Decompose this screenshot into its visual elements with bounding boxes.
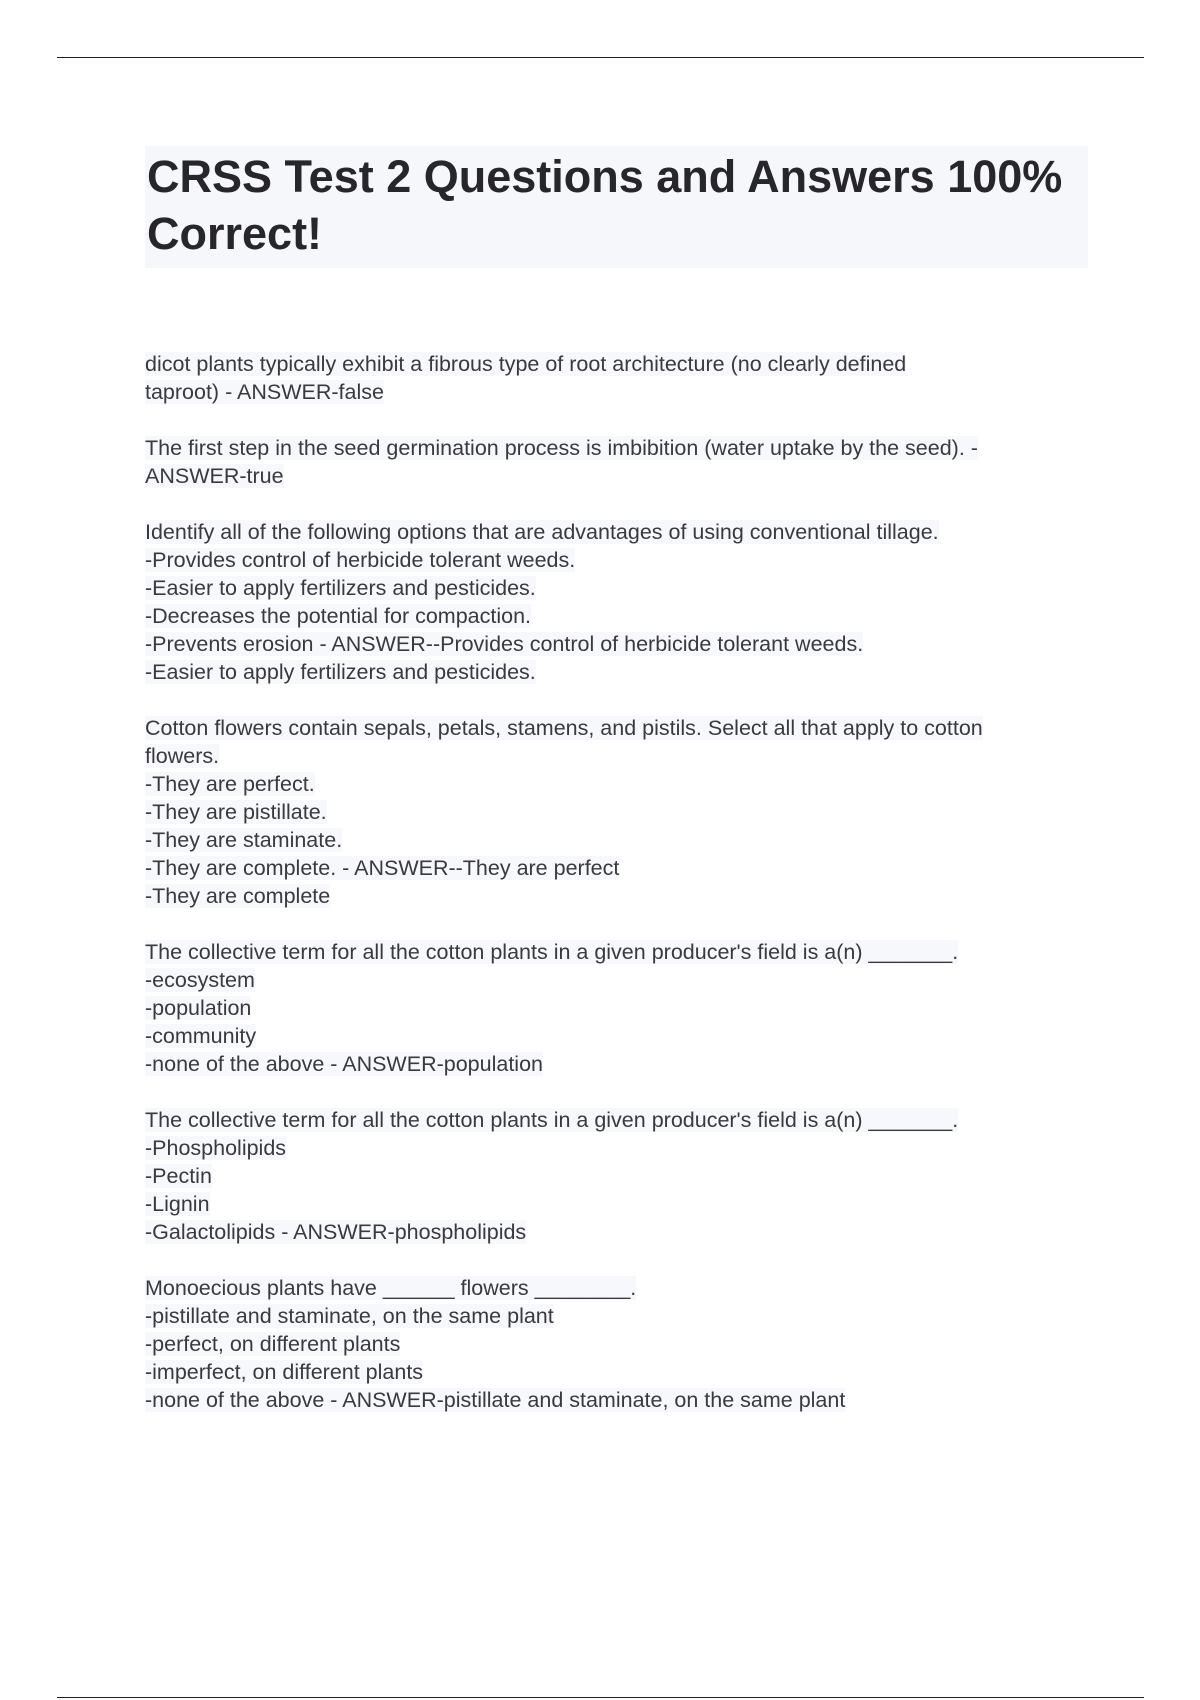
qa-line: [145, 1302, 1088, 1330]
qa-line-text: -They are staminate.: [145, 828, 343, 852]
qa-line: [145, 994, 1088, 1022]
qa-line-text: taproot) - ANSWER-false: [145, 380, 384, 404]
qa-item: [145, 1106, 1088, 1246]
qa-line: [145, 1162, 1088, 1190]
qa-line-text: -Galactolipids - ANSWER-phospholipids: [145, 1220, 527, 1244]
qa-line-text: -none of the above - ANSWER-pistillate and staminate, on the same plant: [145, 1388, 846, 1412]
qa-line: [145, 1358, 1088, 1386]
qa-item: [145, 1274, 1088, 1414]
qa-line-text: ANSWER-true: [145, 464, 284, 488]
qa-line: [145, 434, 1088, 462]
qa-text: [145, 518, 1088, 686]
qa-item: [145, 434, 1088, 490]
qa-line: [145, 378, 1088, 406]
qa-line: [145, 630, 1088, 658]
qa-line: [145, 602, 1088, 630]
qa-line: [145, 574, 1088, 602]
qa-item: [145, 714, 1088, 910]
qa-item: [145, 938, 1088, 1078]
qa-line-text: flowers.: [145, 744, 220, 768]
document-title: CRSS Test 2 Questions and Answers 100% Correct!: [147, 151, 1063, 259]
qa-line-text: The first step in the seed germination process is imbibition (water uptake by the seed). -: [145, 436, 978, 460]
qa-line-text: -They are pistillate.: [145, 800, 327, 824]
qa-line: [145, 854, 1088, 882]
qa-text: [145, 350, 1088, 406]
qa-line-text: -Prevents erosion - ANSWER--Provides control of herbicide tolerant weeds.: [145, 632, 864, 656]
qa-line-text: -Provides control of herbicide tolerant weeds.: [145, 548, 576, 572]
qa-line-text: dicot plants typically exhibit a fibrous type of root architecture (no clearly defined: [145, 352, 907, 376]
qa-item: [145, 350, 1088, 406]
qa-line: [145, 1190, 1088, 1218]
qa-line: [145, 1050, 1088, 1078]
top-divider: [57, 57, 1144, 58]
qa-line-text: Cotton flowers contain sepals, petals, stamens, and pistils. Select all that apply to cotton: [145, 716, 983, 740]
qa-line: [145, 546, 1088, 574]
qa-text: [145, 714, 1088, 910]
document-body: [145, 146, 1088, 1442]
qa-line: [145, 350, 1088, 378]
qa-line-text: -none of the above - ANSWER-population: [145, 1052, 543, 1076]
qa-line: [145, 1330, 1088, 1358]
qa-line-text: -Lignin: [145, 1192, 210, 1216]
qa-line-text: -ecosystem: [145, 968, 255, 992]
qa-text: [145, 1106, 1088, 1246]
qa-text: [145, 1274, 1088, 1414]
qa-line-text: -Decreases the potential for compaction.: [145, 604, 532, 628]
qa-line-text: -Easier to apply fertilizers and pesticides.: [145, 576, 536, 600]
qa-line: [145, 938, 1088, 966]
qa-text: [145, 434, 1088, 490]
qa-line: [145, 1106, 1088, 1134]
qa-line-text: Identify all of the following options that are advantages of using conventional tillage.: [145, 520, 939, 544]
qa-line-text: The collective term for all the cotton plants in a given producer's field is a(n) _______.: [145, 1108, 959, 1132]
bottom-divider: [57, 1697, 1144, 1698]
qa-line: [145, 1134, 1088, 1162]
qa-line-text: -Pectin: [145, 1164, 212, 1188]
qa-text: [145, 938, 1088, 1078]
qa-line-text: -Easier to apply fertilizers and pesticides.: [145, 660, 536, 684]
qa-line-text: The collective term for all the cotton plants in a given producer's field is a(n) _______.: [145, 940, 959, 964]
qa-line: [145, 462, 1088, 490]
qa-line-text: -community: [145, 1024, 257, 1048]
qa-line: [145, 798, 1088, 826]
qa-line-text: -perfect, on different plants: [145, 1332, 401, 1356]
qa-line: [145, 658, 1088, 686]
qa-line-text: -Phospholipids: [145, 1136, 287, 1160]
qa-line-text: -pistillate and staminate, on the same plant: [145, 1304, 554, 1328]
qa-line: [145, 966, 1088, 994]
qa-line: [145, 826, 1088, 854]
qa-item: [145, 518, 1088, 686]
title-block: [145, 146, 1088, 268]
qa-line-text: -They are perfect.: [145, 772, 315, 796]
qa-line: [145, 1274, 1088, 1302]
qa-line: [145, 742, 1088, 770]
qa-line-text: -population: [145, 996, 252, 1020]
qa-line-text: -imperfect, on different plants: [145, 1360, 424, 1384]
qa-line: [145, 1386, 1088, 1414]
qa-line-text: -They are complete. - ANSWER--They are perfect: [145, 856, 620, 880]
qa-line: [145, 1022, 1088, 1050]
qa-list: [145, 350, 1088, 1414]
qa-line-text: Monoecious plants have ______ flowers ________.: [145, 1276, 637, 1300]
qa-line: [145, 714, 1088, 742]
qa-line: [145, 882, 1088, 910]
qa-line-text: -They are complete: [145, 884, 331, 908]
qa-line: [145, 518, 1088, 546]
qa-line: [145, 770, 1088, 798]
qa-line: [145, 1218, 1088, 1246]
